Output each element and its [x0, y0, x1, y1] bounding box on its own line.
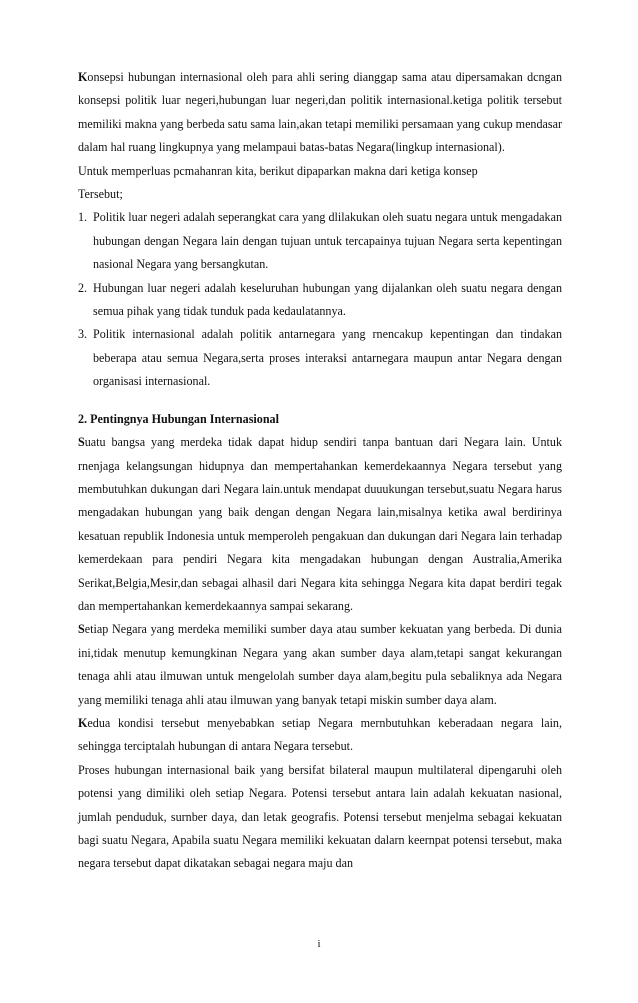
- drop-initial: K: [78, 70, 88, 84]
- list-item: [78, 206, 562, 276]
- drop-initial: S: [78, 435, 85, 450]
- intro-paragraph: [78, 66, 562, 160]
- list-item: [78, 277, 562, 324]
- lead-line-2: Tersebut;: [78, 187, 123, 202]
- paragraph-text: onsepsi hubungan internasional oleh para ahli sering dianggap sama atau dipersamakan dcngan konsepsi politik luar negeri,hubungan luar negeri,dan politik internasional.ketiga politik tersebut memiliki makna yang berbeda satu sama lain,akan tetapi memiliki persamaan yang cukup mendasar dalam hal ruang lingkupnya yang melampaui batas-batas Negara(lingkup internasional).: [78, 70, 562, 155]
- list-item: [78, 323, 562, 393]
- paragraph-text: uatu bangsa yang merdeka tidak dapat hidup sendiri tanpa bantuan dari Negara lain. Untuk rnenjaga kelangsungan hidupnya dan mempertahankan kemerdekaannya Negara tersebut yang membutuhkan dukungan dari Negara lain.untuk mendapat duuukungan tersebut,suatu Negara harus mengadakan hubungan yang baik dengan dengan Negara lain,misalnya ketika awal berdirinya kesatuan republik Indonesia untuk memperoleh pengakuan dan dukungan dari Negara lain terhadap kemerdekaan para pendiri Negara kita mengadakan hubungan dengan Australia,Amerika Serikat,Belgia,Mesir,dan sebagai alhasil dari Negara kita sehingga Negara kita dapat berdiri tegak dan mempertahankan kemerdekaannya sampai sekarang.: [78, 435, 562, 613]
- list-number: 1.: [78, 210, 88, 225]
- list-text: Politik luar negeri adalah seperangkat cara yang dlilakukan oleh suatu negara untuk mengadakan hubungan dengan Negara lain dengan tujuan untuk tercapainya tujuan Negara serta kepentingan nasional Negara yang bersangkutan.: [93, 210, 562, 272]
- body-paragraph: [78, 618, 562, 712]
- list-number: 2.: [78, 280, 88, 295]
- lead-line: Untuk memperluas pcmahanran kita, berikut dipaparkan makna dari ketiga konsep: [78, 163, 478, 178]
- document-page: [78, 66, 562, 876]
- list-text: Hubungan luar negeri adalah keseluruhan hubungan yang dijalankan oleh suatu negara dengan semua pihak yang tidak tunduk pada kedaulatannya.: [93, 280, 562, 319]
- page-number: i: [317, 938, 321, 950]
- body-paragraph: [78, 431, 562, 618]
- body-paragraph: [78, 759, 562, 876]
- paragraph-text: edua kondisi tersebut menyebabkan setiap Negara mernbutuhkan keberadaan negara lain, sehingga terciptalah hubungan di antara Negara tersebut.: [78, 715, 562, 754]
- section-heading: 2. Pentingnya Hubungan Internasional: [78, 411, 279, 426]
- body-paragraph: [78, 712, 562, 759]
- list-number: 3.: [78, 327, 88, 342]
- paragraph-text: Proses hubungan internasional baik yang bersifat bilateral maupun multilateral dipengaruhi oleh potensi yang dimiliki oleh setiap Negara. Potensi tersebut antara lain adalah kekuatan nasional, jumlah penduduk, surnber daya, dan letak geografis. Potensi tersebut menjelma sebagai kekuatan bagi suatu Negara, Apabila suatu Negara memiliki kekuatan dalarn keernpat potensi tersebut, maka negara tersebut dapat dikatakan sebagai negara maju dan: [78, 762, 562, 871]
- list-text: Politik internasional adalah politik antarnegara yang rnencakup kepentingan dan tindakan beberapa atau semua Negara,serta proses interaksi antarnegara maupun antar Negara dengan organisasi internasional.: [93, 327, 562, 389]
- drop-initial: K: [78, 715, 88, 730]
- drop-initial: S: [78, 622, 85, 637]
- definition-list: [78, 206, 562, 393]
- paragraph-text: etiap Negara yang merdeka memiliki sumber daya atau sumber kekuatan yang berbeda. Di dunia ini,tidak menutup kemungkinan Negara yang akan sumber daya alam,tetapi sangat kekurangan tenaga ahli atau ilmuwan untuk mengelolah sumber daya alam,begitu pula sebaliknya ada Negara yang memiliki tenaga ahli atau ilmuwan yang banyak tetapi miskin sumber daya alam.: [78, 622, 562, 707]
